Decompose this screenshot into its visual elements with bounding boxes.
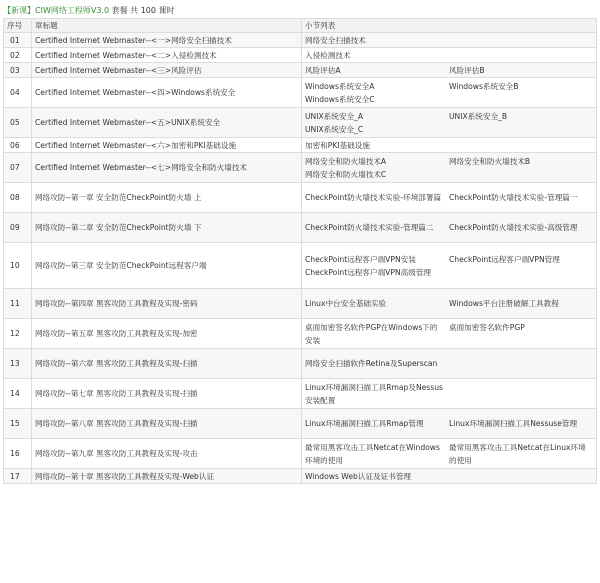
section-list [302,108,597,138]
chapter-title: 网络攻防--第五章 黑客攻防工具教程及实现-加密 [32,319,302,349]
table-row [4,319,597,349]
section-link[interactable]: 加密和PKI基础设施 [305,140,370,150]
section-link[interactable]: CheckPoint防火墙技术实验-管理篇一 [449,193,578,202]
section-link[interactable]: 最常用黑客攻击工具Netcat在Linux环境的使用 [449,442,586,465]
section-link[interactable]: CheckPoint远程客户端VPN安装 [305,254,416,264]
section-link[interactable]: Windows系统安全C [305,94,375,104]
table-row [4,289,597,319]
section-list [302,48,597,63]
chapter-title: 网络攻防--第八章 黑客攻防工具教程及实现-扫描 [32,409,302,439]
section-link[interactable]: 桌面加密签名软件PGP在Windows下的安装 [305,322,438,345]
chapter-number: 17 [4,469,32,484]
chapter-title: 网络攻防--第七章 黑客攻防工具教程及实现-扫描 [32,379,302,409]
table-row [4,183,597,213]
section-list [302,138,597,153]
chapter-number: 15 [4,409,32,439]
count-prefix: 套餐 共 [109,6,141,15]
section-link[interactable]: Linux环境漏洞扫描工具Rmap及Nessus安装配置 [305,382,443,405]
section-list [302,349,597,379]
chapter-title: Certified Internet Webmaster--<七>网络安全和防火墙技术 [32,153,302,183]
chapter-title: Certified Internet Webmaster--<五>UNIX系统安全 [32,108,302,138]
chapter-number: 03 [4,63,32,78]
chapter-title: Certified Internet Webmaster--<六>加密和PKI基础设施 [32,138,302,153]
section-list [302,78,597,108]
chapter-title: Certified Internet Webmaster--<四>Windows系统安全 [32,78,302,108]
section-list [302,319,597,349]
chapter-title: 网络攻防--第四章 黑客攻防工具教程及实现-密码 [32,289,302,319]
table-row [4,243,597,289]
section-link[interactable]: 风险评估A [305,65,341,75]
section-link[interactable]: CheckPoint远程客户端VPN管理 [449,254,560,264]
chapter-rows [4,33,597,484]
table-row [4,379,597,409]
chapter-number: 09 [4,213,32,243]
column-header-sections: 小节列表 [302,19,597,33]
chapter-title: 网络攻防--第六章 黑客攻防工具教程及实现-扫描 [32,349,302,379]
section-list [302,33,597,48]
chapter-title: Certified Internet Webmaster--<一>网络安全扫描技术 [32,33,302,48]
course-header [3,4,597,18]
section-link[interactable]: 入侵检测技术 [305,50,351,60]
section-list [302,469,597,484]
section-link[interactable]: 网络安全扫描技术 [305,35,366,45]
chapter-number: 13 [4,349,32,379]
table-row [4,439,597,469]
chapter-title: 网络攻防--第十章 黑客攻防工具教程及实现-Web认证 [32,469,302,484]
section-link[interactable]: Windows系统安全B [449,81,519,91]
chapter-number: 05 [4,108,32,138]
section-link[interactable]: UNIX系统安全_C [305,124,364,134]
table-header-row [4,19,597,33]
section-link[interactable]: Windows平台注册破解工具教程 [449,299,559,308]
column-header-num: 序号 [4,19,32,33]
section-link[interactable]: UNIX系统安全_A [305,111,364,121]
section-list [302,183,597,213]
section-link[interactable]: 网络安全扫描软件Retina及Superscan [305,359,438,368]
section-list [302,439,597,469]
section-link[interactable]: 网络安全和防火墙技术A [305,156,387,166]
section-link[interactable]: 网络安全和防火墙技术B [449,156,531,166]
chapter-number: 06 [4,138,32,153]
section-list [302,379,597,409]
chapter-number: 02 [4,48,32,63]
section-link[interactable]: Linux环境漏洞扫描工具Nessuse管理 [449,419,578,428]
table-row [4,63,597,78]
chapter-number: 07 [4,153,32,183]
table-row [4,469,597,484]
chapter-number: 14 [4,379,32,409]
lesson-count: 100 [140,6,156,15]
table-row [4,138,597,153]
section-link[interactable]: CheckPoint防火墙技术实验-环境部署篇 [305,193,442,202]
chapter-title: Certified Internet Webmaster--<二>入侵检测技术 [32,48,302,63]
table-row [4,213,597,243]
chapter-title: Certified Internet Webmaster--<三>风险评估 [32,63,302,78]
section-list [302,213,597,243]
section-link[interactable]: 风险评估B [449,65,485,75]
section-link[interactable]: UNIX系统安全_B [449,111,508,121]
section-link[interactable]: CheckPoint防火墙技术实验-管理篇二 [305,223,434,232]
table-row [4,33,597,48]
table-row [4,78,597,108]
section-link[interactable]: Windows Web认证及证书管理 [305,471,412,481]
count-suffix: 课时 [155,6,175,15]
new-course-tag: 【新课】 [3,6,35,15]
chapter-title: 网络攻防--第九章 黑客攻防工具教程及实现-攻击 [32,439,302,469]
section-list [302,409,597,439]
chapter-table [3,18,597,484]
table-row [4,153,597,183]
section-link[interactable]: 网络安全和防火墙技术C [305,169,387,179]
column-header-title: 章标题 [32,19,302,33]
chapter-number: 11 [4,289,32,319]
table-row [4,349,597,379]
section-link[interactable]: CheckPoint防火墙技术实验-高级管理 [449,223,578,232]
chapter-number: 16 [4,439,32,469]
section-link[interactable]: Linux中台安全基础实验 [305,299,387,308]
table-row [4,48,597,63]
section-link[interactable]: CheckPoint远程客户端VPN高级管理 [305,267,432,277]
section-list [302,63,597,78]
chapter-title: 网络攻防--第二章 安全防范CheckPoint防火墙 下 [32,213,302,243]
chapter-number: 01 [4,33,32,48]
section-list [302,289,597,319]
chapter-number: 12 [4,319,32,349]
section-link[interactable]: Linux环境漏洞扫描工具Rmap管理 [305,419,424,428]
chapter-title: 网络攻防--第三章 安全防范CheckPoint远程客户端 [32,243,302,289]
table-row [4,409,597,439]
table-row [4,108,597,138]
section-link[interactable]: 最常用黑客攻击工具Netcat在Windows环境的使用 [305,442,440,465]
section-list [302,153,597,183]
chapter-number: 04 [4,78,32,108]
chapter-number: 08 [4,183,32,213]
section-link[interactable]: Windows系统安全A [305,81,375,91]
chapter-title: 网络攻防--第一章 安全防范CheckPoint防火墙 上 [32,183,302,213]
chapter-number: 10 [4,243,32,289]
section-link[interactable]: 桌面加密签名软件PGP [449,322,525,332]
course-name-link[interactable]: CIW网络工程师V3.0 [35,6,110,15]
section-list [302,243,597,289]
